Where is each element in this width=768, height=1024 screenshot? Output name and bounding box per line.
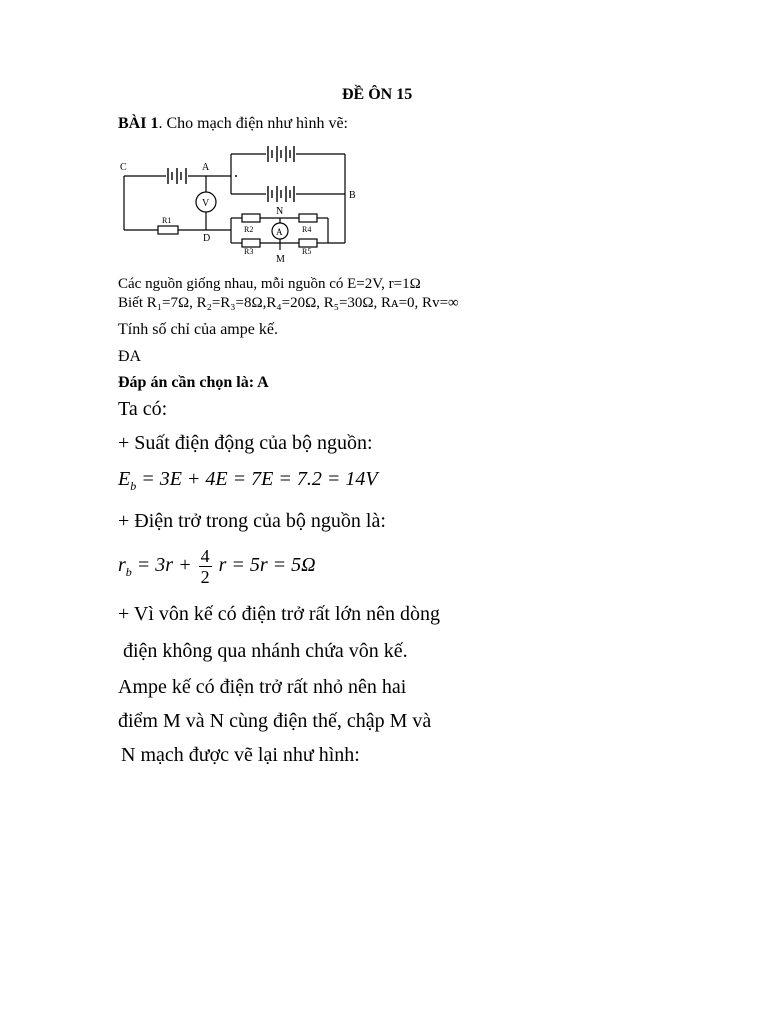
- resistor-r2: [242, 214, 260, 222]
- ammeter-label: A: [276, 227, 283, 237]
- solution-paragraph-1: + Vì vôn kế có điện trở rất lớn nên dòng: [118, 603, 441, 625]
- resistor-r3: [242, 239, 260, 247]
- problem-intro: . Cho mạch điện như hình vẽ:: [158, 115, 348, 132]
- answer-label: ĐA: [118, 348, 142, 365]
- resistor-r4-label: R4: [302, 225, 312, 234]
- solution-paragraph-2: điện không qua nhánh chứa vôn kế.: [123, 640, 408, 662]
- emf-heading: + Suất điện động của bộ nguồn:: [118, 432, 373, 454]
- node-label-d: D: [203, 233, 211, 244]
- given-line-2: Biết R₁=7Ω, R₂=R₃=8Ω,R₄=20Ω, R₅=30Ω, Rᴀ=0, Rᴠ=∞: [118, 295, 459, 311]
- page-title: ĐỀ ÔN 15: [342, 86, 413, 103]
- resistor-r5: [299, 239, 317, 247]
- node-label-a: A: [202, 162, 210, 173]
- battery-left: [168, 168, 186, 184]
- node-label-b: B: [349, 190, 356, 201]
- solution-paragraph-3: Ampe kế có điện trở rất nhỏ nên hai: [118, 676, 407, 698]
- circuit-diagram: [116, 140, 366, 270]
- problem-label: BÀI 1: [118, 115, 159, 132]
- emf-equation: $E_b = 3E + 4E = 7E = 7.2 = 14V$: [118, 468, 378, 493]
- answer-choice: Đáp án cần chọn là: A: [118, 374, 269, 391]
- internal-resistance-heading: + Điện trở trong của bộ nguồn là:: [118, 510, 386, 532]
- solution-intro: Ta có:: [118, 398, 168, 420]
- question-text: Tính số chỉ của ampe kế.: [118, 321, 278, 338]
- battery-middle: [268, 186, 294, 202]
- resistor-r1: [158, 226, 178, 234]
- resistor-r4: [299, 214, 317, 222]
- internal-resistance-equation: $r_b = 3r$ + $\frac{4}{2}$ r = 5r = 5Ω: [118, 546, 316, 587]
- node-label-m: M: [276, 254, 285, 265]
- resistor-r2-label: R2: [244, 225, 254, 234]
- resistor-r5-label: R5: [302, 247, 312, 256]
- node-label-n: N: [276, 206, 284, 217]
- node-label-c: C: [120, 162, 127, 173]
- fraction: $\frac{4}{2}$: [200, 546, 210, 587]
- resistor-r3-label: R3: [244, 247, 254, 256]
- given-line-1: Các nguồn giống nhau, mỗi nguồn có E=2V, r=1Ω: [118, 276, 421, 292]
- resistor-r1-label: R1: [162, 216, 172, 225]
- battery-top: [268, 146, 294, 162]
- voltmeter-label: V: [202, 198, 210, 209]
- problem-header: [118, 115, 348, 133]
- solution-paragraph-5: N mạch được vẽ lại như hình:: [121, 744, 360, 766]
- solution-paragraph-4: điểm M và N cùng điện thế, chập M và: [118, 710, 432, 732]
